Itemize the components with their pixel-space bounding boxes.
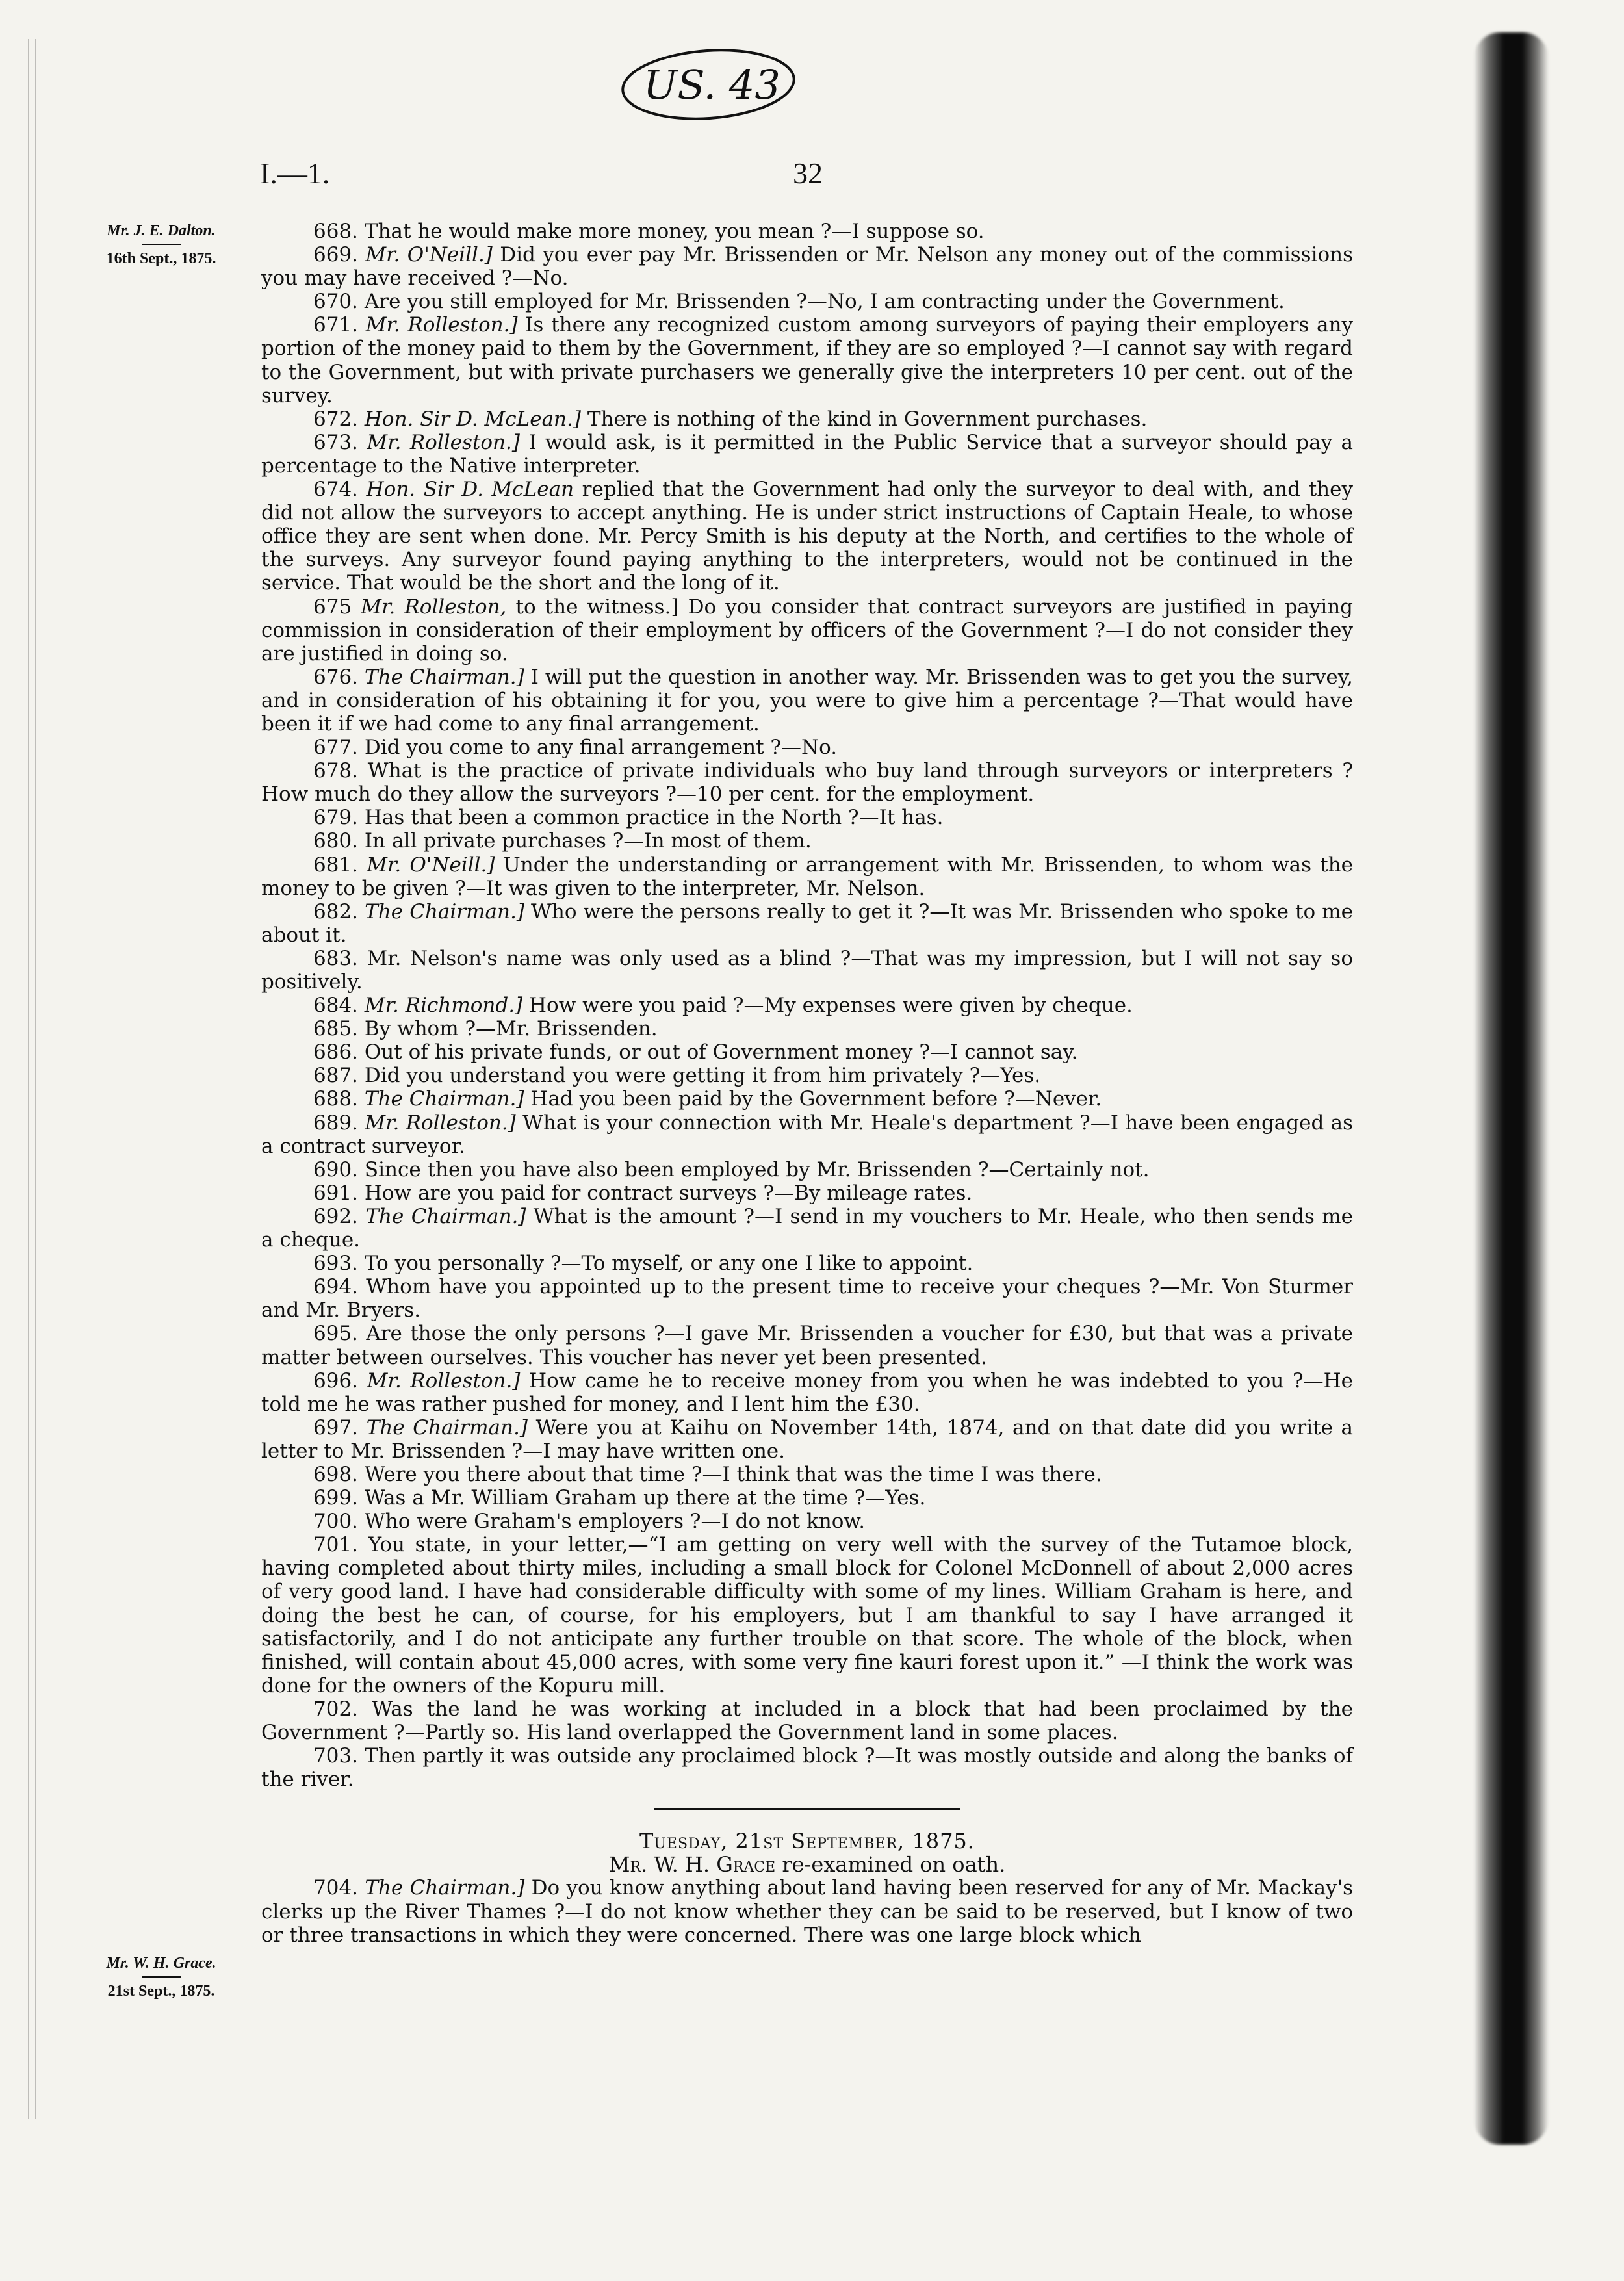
question-number: 679. — [313, 806, 359, 830]
question-number: 696. — [313, 1369, 359, 1393]
question-number: 693. — [313, 1252, 359, 1276]
witness-heading-rest: re-examined on oath. — [782, 1852, 1006, 1877]
speaker-name: The Chairman.] — [366, 1415, 528, 1439]
testimony-paragraph — [261, 1205, 1353, 1252]
testimony-text: In all private purchases ?—In most of them. — [364, 829, 812, 853]
binding-shadow-right — [1474, 32, 1549, 2145]
speaker-name: The Chairman.] — [365, 1204, 526, 1228]
testimony-paragraph — [261, 290, 1353, 313]
testimony-text: Had you been paid by the Government before ?—Never. — [530, 1087, 1102, 1111]
question-number: 668. — [313, 220, 359, 243]
testimony-text: What is the practice of private individuals who buy land through surveyors or interpreters ? How much do they allow the surveyors ?—10 per cent. for the employment. — [261, 759, 1353, 806]
testimony-paragraph — [261, 994, 1353, 1017]
testimony-text: Who were the persons really to get it ?—It was Mr. Brissenden who spoke to me about it. — [261, 899, 1354, 947]
speaker-name: Mr. Rolleston.] — [367, 430, 520, 454]
testimony-paragraph — [261, 1111, 1353, 1158]
testimony-text: Did you ever pay Mr. Brissenden or Mr. Nelson any money out of the commissions you may have received ?—No. — [261, 243, 1354, 290]
question-number: 677. — [313, 736, 359, 760]
question-number: 694. — [313, 1275, 359, 1299]
testimony-body — [261, 220, 1353, 1947]
testimony-paragraph — [261, 1463, 1353, 1486]
question-number: 697. — [313, 1415, 359, 1439]
testimony-paragraph — [261, 220, 1353, 243]
question-number: 685. — [313, 1017, 359, 1041]
svg-text:US. 43: US. 43 — [643, 61, 780, 109]
testimony-text: Is there any recognized custom among surveyors of paying their employers any portion of the money paid to them by the Government, if they are so employed ?—I cannot say with regard to the Government, but with private purchasers we generally give the interpreters 10 per cent. out of the survey. — [261, 313, 1354, 407]
question-number: 690. — [313, 1157, 359, 1181]
testimony-paragraph — [261, 1040, 1353, 1064]
testimony-paragraph — [261, 1087, 1353, 1111]
testimony-text: How are you paid for contract surveys ?—By mileage rates. — [364, 1181, 973, 1205]
testimony-paragraph — [261, 1275, 1353, 1322]
question-number: 680. — [313, 829, 359, 853]
testimony-text: Was the land he was working at included in a block that had been proclaimed by the Government ?—Partly so. His land overlapped the Government land in some places. — [261, 1697, 1353, 1744]
testimony-paragraph — [261, 1158, 1353, 1181]
speaker-name: Hon. Sir D. McLean — [366, 478, 574, 502]
testimony-paragraph — [261, 1697, 1353, 1744]
question-number: 691. — [313, 1181, 359, 1205]
speaker-name: Mr. Rolleston.] — [365, 1111, 516, 1135]
testimony-text: Did you come to any final arrangement ?—No. — [364, 736, 838, 760]
testimony-text: What is your connection with Mr. Heale's department ?—I have been engaged as a contract surveyor. — [261, 1111, 1354, 1158]
testimony-paragraph — [261, 1252, 1353, 1275]
speaker-name: Mr. Rolleston.] — [365, 313, 518, 337]
side-note-rule — [142, 244, 181, 245]
question-number: 699. — [313, 1486, 359, 1510]
testimony-paragraph — [261, 736, 1353, 759]
testimony-paragraph — [261, 478, 1353, 595]
question-number: 683. — [313, 946, 359, 970]
testimony-paragraph — [261, 829, 1353, 853]
testimony-paragraph — [261, 806, 1353, 829]
question-number: 681. — [313, 853, 359, 877]
question-number: 671. — [313, 313, 359, 337]
speaker-name: The Chairman.] — [365, 1876, 525, 1900]
testimony-text: Mr. Nelson's name was only used as a blind ?—That was my impression, but I will not say so positively. — [261, 946, 1353, 994]
side-note-name: Mr. J. E. Dalton. — [107, 222, 216, 239]
testimony-text: Do you know anything about land having been reserved for any of Mr. Mackay's clerks up the River Thames ?—I do not know whether they can be said to be reserved, but I know of two or three transactions in which they were concerned. There was one large block which — [261, 1876, 1353, 1947]
testimony-paragraph — [261, 1510, 1353, 1533]
testimony-text: replied that the Government had only the surveyor to deal with, and they did not allow the surveyors to accept anything. He is under strict instructions of Captain Heale, to whose office they are sent when done. Mr. Percy Smith is his deputy at the North, and certifies to the whole of the surveys. Any surveyor found paying anything to the interpreters, would not be continued in the service. That would be the short and the long of it. — [261, 478, 1354, 595]
testimony-text: Under the understanding or arrangement with Mr. Brissenden, to whom was the money to be given ?—It was given to the interpreter, Mr. Nelson. — [261, 853, 1353, 900]
testimony-text: You state, in your letter,—“I am getting on very well with the survey of the Tutamoe block, having completed about thirty miles, including a small block for Colonel McDonnell of about 2,000 acres of very good land. I have had considerable difficulty with some of my lines. William Graham is here, and doing the best he can, of course, for his employers, but I am thankful to say I have arranged it satisfactorily, and I do not anticipate any further trouble on that score. The whole of the block, when finished, will contain about 45,000 acres, with some very fine kauri forest upon it.” —I think the work was done for the owners of the Kopuru mill. — [261, 1533, 1353, 1697]
testimony-paragraph — [261, 1017, 1353, 1040]
testimony-text: That he would make more money, you mean ?—I suppose so. — [364, 220, 985, 243]
side-note-dalton — [64, 221, 259, 269]
testimony-paragraph — [261, 1876, 1353, 1946]
document-reference: I.—1. — [260, 157, 330, 190]
question-number: 704. — [313, 1876, 359, 1900]
testimony-text: Are you still employed for Mr. Brissenden ?—No, I am contracting under the Government. — [364, 290, 1285, 314]
side-note-date: 16th Sept., 1875. — [106, 250, 216, 268]
testimony-text: To you personally ?—To myself, or any one I like to appoint. — [364, 1252, 973, 1276]
testimony-text: to the witness.] Do you consider that contract surveyors are justified in paying commission in consideration of their employment by officers of the Government ?—I do not consider they are justified in doing so. — [261, 595, 1354, 665]
question-number: 672. — [313, 407, 359, 431]
question-number: 670. — [313, 290, 359, 314]
speaker-name: Hon. Sir D. McLean.] — [364, 407, 581, 431]
testimony-text: Did you understand you were getting it from him privately ?—Yes. — [364, 1064, 1041, 1088]
page-number: 32 — [793, 157, 823, 190]
testimony-paragraph — [261, 947, 1353, 994]
binding-edge-left — [25, 39, 42, 2119]
testimony-paragraph — [261, 853, 1353, 900]
testimony-paragraph — [261, 759, 1353, 806]
question-number: 692. — [313, 1204, 359, 1228]
speaker-name: The Chairman.] — [365, 665, 524, 689]
testimony-paragraph — [261, 1181, 1353, 1205]
testimony-text: Since then you have also been employed by Mr. Brissenden ?—Certainly not. — [364, 1157, 1150, 1181]
speaker-name: Mr. Rolleston, — [361, 595, 507, 619]
question-number: 682. — [313, 899, 359, 923]
testimony-text: How came he to receive money from you when he was indebted to you ?—He told me he was rather pushed for money, and I lent him the £30. — [261, 1369, 1353, 1416]
testimony-paragraph — [261, 1064, 1353, 1087]
testimony-text: Whom have you appointed up to the present time to receive your cheques ?—Mr. Von Sturmer and Mr. Bryers. — [261, 1275, 1353, 1322]
speaker-name: Mr. O'Neill.] — [365, 243, 493, 267]
testimony-text: Was a Mr. William Graham up there at the time ?—Yes. — [364, 1486, 926, 1510]
testimony-text: How were you paid ?—My expenses were given by cheque. — [529, 994, 1133, 1018]
testimony-paragraph — [261, 243, 1353, 290]
testimony-paragraphs — [261, 220, 1353, 1791]
testimony-text: Out of his private funds, or out of Government money ?—I cannot say. — [364, 1040, 1078, 1064]
section-divider — [654, 1808, 960, 1810]
testimony-text: I will put the question in another way. Mr. Brissenden was to get you the survey, and in consideration of his obtaining it for you, you were to give him a percentage ?—That would have been it if we had come to any final arrangement. — [261, 665, 1353, 736]
testimony-text: Has that been a common practice in the North ?—It has. — [364, 806, 944, 830]
testimony-paragraph — [261, 1486, 1353, 1510]
speaker-name: Mr. Richmond.] — [364, 994, 523, 1018]
testimony-text: I would ask, is it permitted in the Public Service that a surveyor should pay a percentage to the Native interpreter. — [261, 430, 1353, 478]
session-date-heading: Tuesday, 21st September, 1875. — [639, 1829, 975, 1854]
testimony-text: By whom ?—Mr. Brissenden. — [364, 1017, 658, 1041]
testimony-paragraph — [261, 1744, 1353, 1791]
testimony-text: Are those the only persons ?—I gave Mr. Brissenden a voucher for £30, but that was a private matter between ourselves. This voucher has never yet been presented. — [261, 1322, 1353, 1369]
side-note-name: Mr. W. H. Grace. — [106, 1955, 216, 1972]
question-number: 701. — [313, 1533, 359, 1557]
question-number: 700. — [313, 1510, 359, 1534]
page-header — [260, 156, 1365, 201]
testimony-paragraph — [261, 900, 1353, 947]
question-number: 669. — [313, 243, 359, 267]
testimony-paragraph — [261, 407, 1353, 431]
question-number: 698. — [313, 1462, 359, 1486]
speaker-name: The Chairman.] — [365, 899, 524, 923]
question-number: 674. — [313, 478, 359, 502]
testimony-text: Who were Graham's employers ?—I do not know. — [364, 1510, 866, 1534]
question-number: 695. — [313, 1322, 359, 1346]
testimony-paragraph — [261, 431, 1353, 478]
question-number: 684. — [313, 994, 359, 1018]
testimony-paragraph — [261, 595, 1353, 665]
testimony-text: Then partly it was outside any proclaimed block ?—It was mostly outside and along the banks of the river. — [261, 1744, 1353, 1792]
question-number: 673. — [313, 430, 359, 454]
handwritten-mark — [617, 40, 799, 128]
testimony-text: There is nothing of the kind in Government purchases. — [587, 407, 1148, 431]
testimony-paragraph — [261, 313, 1353, 407]
witness-heading — [261, 1853, 1353, 1876]
testimony-paragraph — [261, 1322, 1353, 1369]
testimony-paragraph — [261, 665, 1353, 736]
question-number: 689. — [313, 1111, 359, 1135]
question-number: 675 — [313, 595, 352, 619]
speaker-name: The Chairman.] — [364, 1087, 524, 1111]
side-note-date: 21st Sept., 1875. — [107, 1983, 215, 2000]
testimony-text: What is the amount ?—I send in my vouchers to Mr. Heale, who then sends me a cheque. — [261, 1204, 1353, 1252]
side-note-grace — [64, 1953, 259, 2002]
witness-name: Mr. W. H. Grace — [608, 1852, 776, 1877]
speaker-name: Mr. O'Neill.] — [367, 853, 495, 877]
testimony-paragraphs-second — [261, 1876, 1353, 1946]
question-number: 678. — [313, 759, 359, 783]
speaker-name: Mr. Rolleston.] — [367, 1369, 521, 1393]
question-number: 688. — [313, 1087, 359, 1111]
testimony-text: Were you there about that time ?—I think that was the time I was there. — [364, 1462, 1102, 1486]
question-number: 702. — [313, 1697, 359, 1721]
side-note-rule — [142, 1976, 181, 1978]
question-number: 686. — [313, 1040, 359, 1064]
testimony-text: Were you at Kaihu on November 14th, 1874, and on that date did you write a letter to Mr. Brissenden ?—I may have written one. — [261, 1415, 1354, 1463]
question-number: 687. — [313, 1064, 359, 1088]
question-number: 676. — [313, 665, 359, 689]
testimony-paragraph — [261, 1533, 1353, 1697]
testimony-paragraph — [261, 1369, 1353, 1416]
testimony-paragraph — [261, 1416, 1353, 1463]
question-number: 703. — [313, 1744, 359, 1768]
